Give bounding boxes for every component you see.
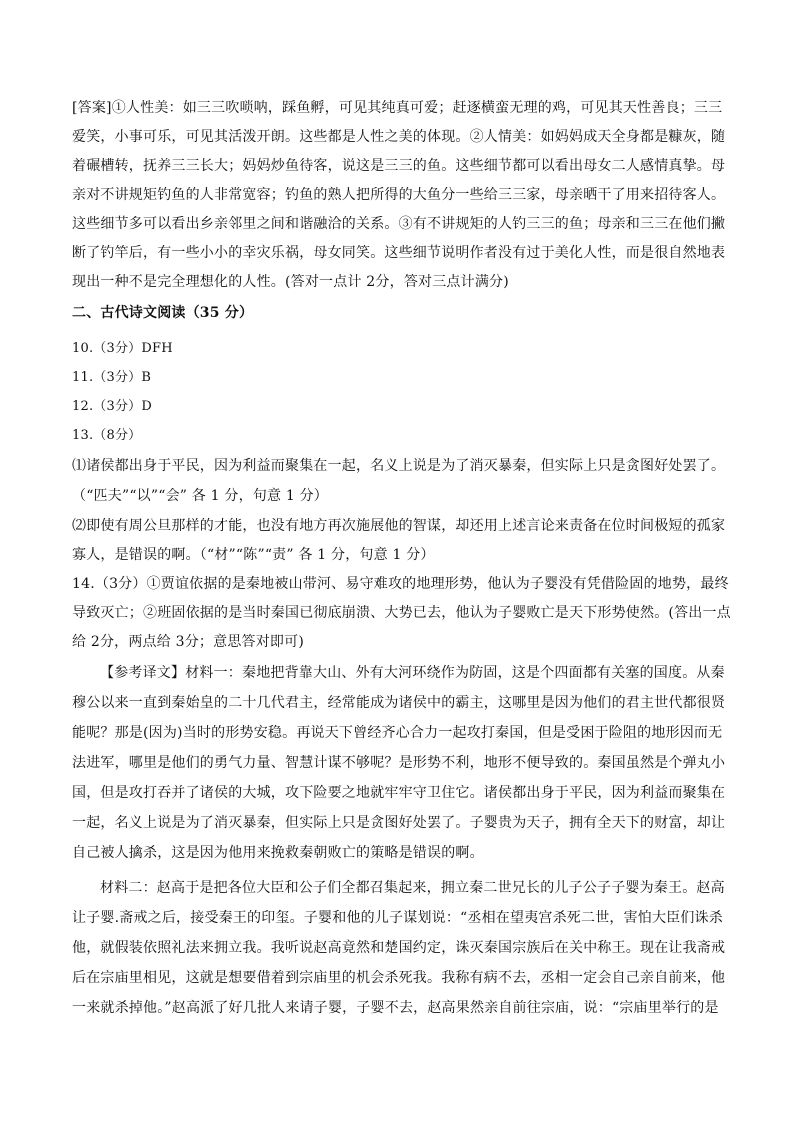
answer-line: 亲对不讲规矩钓鱼的人非常宽容；钓鱼的熟人把所得的大鱼分一些给三三家，母亲晒干了用来招待客人。 [72, 187, 726, 203]
answer-q11: 11.（3分）B [72, 370, 152, 385]
translation-line: 一起，名义上说是为了消灭暴秦，但实际上只是贪图好处罢了。子婴贵为天子，拥有全天下的财富，却让 [72, 815, 726, 831]
answer-line: 现出一种不是完全理想化的人性。(答对一点计 2分，答对三点计满分) [72, 274, 509, 290]
answer-q14-cont: 给 2分，两点给 3分；意思答对即可) [72, 634, 304, 650]
answer-line: 爱笑，小事可乐，可见其活泼开朗。这些都是人性之美的体现。②人情美：如妈妈成天全身都是糠灰，随 [72, 129, 726, 145]
answer-q13-1-scoring: （“匹夫”“以”“会” 各 1 分，句意 1 分） [72, 488, 329, 504]
translation-line: 国，但是攻打吞并了诸侯的大城，攻下险要之地就牢牢守卫住它。诸侯都出身于平民，因为利益而聚集在 [72, 785, 726, 801]
answer-q13: 13.（8分） [72, 428, 142, 443]
answer-q13-2-cont: 寡人，是错误的啊。（“材”“陈”“责” 各 1 分，句意 1 分） [72, 547, 435, 563]
translation-line: 自己被人擒杀，这是因为他用来挽救秦朝败亡的策略是错误的啊。 [72, 845, 484, 861]
section-heading: 二、古代诗文阅读（35 分） [72, 305, 254, 321]
answer-q13-1: ⑴诸侯都出身于平民，因为利益而聚集在一起，名义上说是为了消灭暴秦，但实际上只是贪图好处罢了。 [72, 458, 726, 474]
material2-line: 他，就假装依照礼法来拥立我。我听说赵高竟然和楚国约定，诛灭秦国宗族后在关中称王。现在让我斋戒 [72, 940, 726, 956]
translation-line: 穆公以来一直到秦始皇的二十几代君主，经常能成为诸侯中的霸主，这哪里是因为他们的君主世代都很贤 [72, 695, 726, 711]
answer-line: 着碾槽转，抚养三三长大；妈妈炒鱼待客，说这是三三的鱼。这些细节都可以看出母女二人感情真挚。母 [72, 158, 726, 174]
answer-line: 断了钓竿后，有一些小小的幸灾乐祸，母女同笑。这些细节说明作者没有过于美化人性，而是很自然地表 [72, 245, 726, 261]
material2-line: 后在宗庙里相见，这就是想要借着到宗庙里的机会杀死我。我称有病不去，丞相一定会自己亲自前来，他 [72, 970, 726, 986]
answer-q10: 10.（3分）DFH [72, 341, 173, 356]
material2-line: 让子婴.斋戒之后，接受秦王的印玺。子婴和他的儿子谋划说：“丞相在望夷宫杀死二世，害怕大臣们诛杀 [72, 910, 724, 926]
answer-line: 这些细节多可以看出乡亲邻里之间和谐融洽的关系。③有不讲规矩的人钓三三的鱼；母亲和三三在他们撇 [72, 216, 726, 232]
answer-q12: 12.（3分）D [72, 399, 152, 414]
answer-line: [答案]①人性美：如三三吹唢呐，踩鱼孵，可见其纯真可爱；赶逐横蛮无理的鸡，可见其天性善良；三三 [72, 100, 723, 116]
answer-q14: 14.（3分）①贾谊依据的是秦地被山带河、易守难攻的地理形势，他认为子婴没有凭借险固的地势，最终 [72, 576, 729, 592]
answer-q13-2: ⑵即使有周公旦那样的才能，也没有地方再次施展他的智谋，却还用上述言论来责备在位时间极短的孤家 [72, 518, 726, 534]
translation-line: 能呢？那是(因为)当时的形势安稳。再说天下曾经齐心合力一起攻打秦国，但是受困于险阻的地形因而无 [72, 725, 723, 741]
material2-line: 一来就杀掉他。”赵高派了好几批人来请子婴，子婴不去，赵高果然亲自前往宗庙，说：“宗庙里举行的是 [72, 1000, 719, 1016]
translation-line: 法进军，哪里是他们的勇气力量、智慧计谋不够呢？是形势不利，地形不便导致的。秦国虽然是个弹丸小 [72, 755, 726, 771]
material2-line: 材料二：赵高于是把各位大臣和公子们全都召集起来，拥立秦二世兄长的儿子公子子婴为秦王。赵高 [100, 880, 725, 896]
answer-q14-cont: 导致灭亡；②班固依据的是当时秦国已彻底崩溃、大势已去，他认为子婴败亡是天下形势使然。(答出一点 [72, 605, 731, 621]
translation-line: 【参考译文】材料一：秦地把背靠大山、外有大河环绕作为防固，这是个四面都有关塞的国度。从秦 [100, 665, 725, 681]
